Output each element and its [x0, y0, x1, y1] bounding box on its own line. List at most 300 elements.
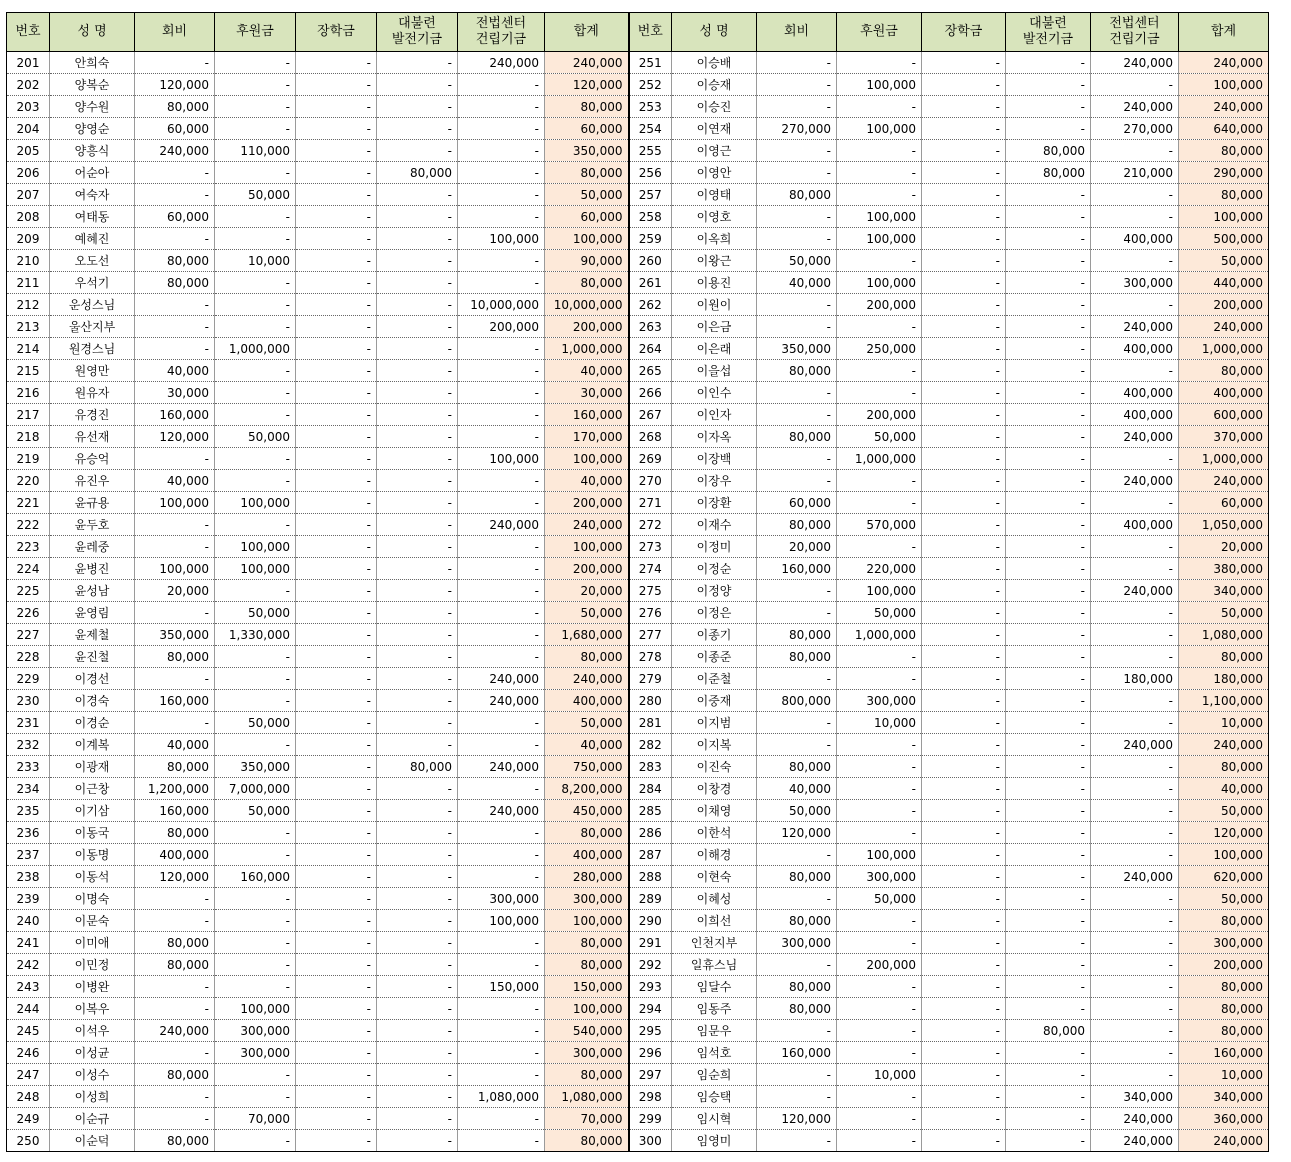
cell-name: 이연재	[672, 118, 757, 140]
cell-center-fund: 240,000	[1091, 316, 1179, 338]
cell-scholarship: -	[296, 800, 377, 822]
cell-name: 이승재	[672, 74, 757, 96]
header-development-fund: 대불련 발전기금	[1006, 13, 1091, 52]
cell-number: 233	[7, 756, 50, 778]
cell-number: 220	[7, 470, 50, 492]
cell-development-fund: -	[377, 822, 458, 844]
cell-total: 30,000	[545, 382, 629, 404]
cell-number: 283	[629, 756, 672, 778]
cell-center-fund: -	[458, 932, 545, 954]
cell-membership-fee: 80,000	[757, 624, 837, 646]
cell-number: 224	[7, 558, 50, 580]
cell-development-fund: -	[1006, 712, 1091, 734]
cell-number: 285	[629, 800, 672, 822]
cell-membership-fee: -	[135, 514, 215, 536]
cell-donation: -	[215, 272, 296, 294]
cell-name: 이성균	[50, 1042, 135, 1064]
cell-number: 287	[629, 844, 672, 866]
table-row	[7, 250, 1269, 272]
cell-total: 80,000	[545, 932, 629, 954]
cell-scholarship: -	[296, 184, 377, 206]
cell-total: 1,100,000	[1179, 690, 1269, 712]
cell-name: 여숙자	[50, 184, 135, 206]
cell-center-fund: -	[1091, 1064, 1179, 1086]
cell-total: 300,000	[1179, 932, 1269, 954]
cell-number: 238	[7, 866, 50, 888]
cell-development-fund: -	[1006, 316, 1091, 338]
cell-scholarship: -	[922, 360, 1006, 382]
cell-development-fund: -	[377, 426, 458, 448]
cell-number: 208	[7, 206, 50, 228]
cell-scholarship: -	[922, 118, 1006, 140]
cell-donation: -	[215, 52, 296, 74]
cell-number: 229	[7, 668, 50, 690]
cell-scholarship: -	[922, 1020, 1006, 1042]
cell-donation: 7,000,000	[215, 778, 296, 800]
cell-number: 299	[629, 1108, 672, 1130]
cell-development-fund: -	[377, 734, 458, 756]
table-row	[7, 734, 1269, 756]
cell-number: 257	[629, 184, 672, 206]
cell-name: 예혜진	[50, 228, 135, 250]
cell-name: 이복우	[50, 998, 135, 1020]
cell-scholarship: -	[922, 294, 1006, 316]
cell-number: 279	[629, 668, 672, 690]
cell-center-fund: -	[458, 712, 545, 734]
table-row	[7, 404, 1269, 426]
cell-donation: -	[837, 646, 922, 668]
table-row	[7, 96, 1269, 118]
cell-total: 100,000	[545, 910, 629, 932]
cell-development-fund: -	[377, 954, 458, 976]
cell-center-fund: -	[458, 1064, 545, 1086]
cell-total: 600,000	[1179, 404, 1269, 426]
cell-scholarship: -	[922, 382, 1006, 404]
cell-number: 234	[7, 778, 50, 800]
cell-center-fund: -	[1091, 844, 1179, 866]
cell-name: 이영태	[672, 184, 757, 206]
cell-total: 240,000	[1179, 1130, 1269, 1152]
cell-donation: -	[215, 228, 296, 250]
cell-total: 50,000	[1179, 602, 1269, 624]
cell-membership-fee: 80,000	[757, 910, 837, 932]
cell-development-fund: -	[377, 448, 458, 470]
cell-number: 217	[7, 404, 50, 426]
cell-total: 80,000	[1179, 1020, 1269, 1042]
table-row	[7, 624, 1269, 646]
cell-number: 278	[629, 646, 672, 668]
cell-center-fund: 210,000	[1091, 162, 1179, 184]
cell-name: 이동국	[50, 822, 135, 844]
cell-membership-fee: -	[757, 1020, 837, 1042]
cell-development-fund: -	[1006, 52, 1091, 74]
cell-membership-fee: 80,000	[757, 998, 837, 1020]
cell-membership-fee: -	[757, 206, 837, 228]
cell-total: 10,000	[1179, 1064, 1269, 1086]
cell-scholarship: -	[296, 470, 377, 492]
table-row	[7, 514, 1269, 536]
cell-center-fund: 240,000	[1091, 734, 1179, 756]
cell-number: 263	[629, 316, 672, 338]
cell-center-fund: -	[458, 822, 545, 844]
cell-name: 양영순	[50, 118, 135, 140]
cell-donation: -	[837, 1086, 922, 1108]
header-center-fund: 전법센터 건립기금	[458, 13, 545, 52]
cell-total: 200,000	[545, 492, 629, 514]
cell-total: 340,000	[1179, 1086, 1269, 1108]
cell-total: 300,000	[545, 888, 629, 910]
table-row	[7, 1086, 1269, 1108]
cell-number: 247	[7, 1064, 50, 1086]
cell-number: 219	[7, 448, 50, 470]
cell-center-fund: 270,000	[1091, 118, 1179, 140]
cell-membership-fee: -	[135, 316, 215, 338]
cell-membership-fee: 60,000	[135, 118, 215, 140]
cell-development-fund: -	[377, 624, 458, 646]
cell-donation: -	[215, 976, 296, 998]
cell-center-fund: 400,000	[1091, 338, 1179, 360]
cell-name: 임달수	[672, 976, 757, 998]
cell-scholarship: -	[296, 1108, 377, 1130]
cell-development-fund: -	[377, 580, 458, 602]
table-row	[7, 778, 1269, 800]
cell-name: 이옥희	[672, 228, 757, 250]
header-number: 번호	[629, 13, 672, 52]
cell-name: 이승진	[672, 96, 757, 118]
table-row	[7, 580, 1269, 602]
cell-development-fund: -	[1006, 778, 1091, 800]
cell-scholarship: -	[296, 1064, 377, 1086]
cell-total: 80,000	[545, 822, 629, 844]
cell-center-fund: -	[458, 74, 545, 96]
cell-membership-fee: -	[135, 162, 215, 184]
cell-name: 이은금	[672, 316, 757, 338]
cell-scholarship: -	[922, 272, 1006, 294]
cell-donation: -	[215, 1130, 296, 1152]
cell-center-fund: -	[1091, 602, 1179, 624]
cell-scholarship: -	[922, 448, 1006, 470]
cell-name: 이성희	[50, 1086, 135, 1108]
cell-scholarship: -	[296, 668, 377, 690]
cell-scholarship: -	[922, 580, 1006, 602]
cell-number: 239	[7, 888, 50, 910]
cell-total: 90,000	[545, 250, 629, 272]
cell-scholarship: -	[296, 756, 377, 778]
cell-number: 280	[629, 690, 672, 712]
table-row	[7, 888, 1269, 910]
cell-number: 215	[7, 360, 50, 382]
cell-membership-fee: 100,000	[135, 558, 215, 580]
cell-name: 이성수	[50, 1064, 135, 1086]
cell-number: 261	[629, 272, 672, 294]
cell-number: 232	[7, 734, 50, 756]
cell-number: 276	[629, 602, 672, 624]
cell-name: 이장백	[672, 448, 757, 470]
cell-membership-fee: -	[135, 52, 215, 74]
cell-total: 170,000	[545, 426, 629, 448]
cell-membership-fee: 350,000	[757, 338, 837, 360]
cell-donation: 1,000,000	[837, 448, 922, 470]
cell-donation: 100,000	[215, 558, 296, 580]
cell-donation: 220,000	[837, 558, 922, 580]
cell-center-fund: -	[1091, 1020, 1179, 1042]
cell-scholarship: -	[922, 1108, 1006, 1130]
cell-donation: -	[215, 690, 296, 712]
cell-name: 이재수	[672, 514, 757, 536]
cell-scholarship: -	[296, 712, 377, 734]
cell-name: 임동주	[672, 998, 757, 1020]
cell-number: 293	[629, 976, 672, 998]
cell-name: 이진숙	[672, 756, 757, 778]
cell-donation: -	[837, 932, 922, 954]
cell-number: 291	[629, 932, 672, 954]
cell-scholarship: -	[922, 316, 1006, 338]
cell-development-fund: -	[377, 1108, 458, 1130]
cell-development-fund: -	[377, 712, 458, 734]
cell-scholarship: -	[922, 162, 1006, 184]
cell-development-fund: -	[377, 536, 458, 558]
cell-development-fund: -	[1006, 888, 1091, 910]
cell-name: 윤제철	[50, 624, 135, 646]
cell-name: 임문우	[672, 1020, 757, 1042]
cell-membership-fee: -	[757, 712, 837, 734]
cell-center-fund: 240,000	[1091, 1130, 1179, 1152]
cell-name: 이종준	[672, 646, 757, 668]
table-row	[7, 756, 1269, 778]
cell-scholarship: -	[296, 844, 377, 866]
cell-membership-fee: -	[135, 448, 215, 470]
header-scholarship: 장학금	[922, 13, 1006, 52]
cell-donation: 100,000	[837, 118, 922, 140]
cell-name: 이영안	[672, 162, 757, 184]
cell-donation: -	[215, 162, 296, 184]
cell-development-fund: -	[1006, 1086, 1091, 1108]
cell-membership-fee: -	[757, 228, 837, 250]
cell-donation: 70,000	[215, 1108, 296, 1130]
table-row	[7, 558, 1269, 580]
cell-membership-fee: -	[135, 228, 215, 250]
cell-total: 400,000	[1179, 382, 1269, 404]
cell-donation: 100,000	[837, 228, 922, 250]
cell-name: 원영만	[50, 360, 135, 382]
cell-development-fund: -	[377, 184, 458, 206]
cell-donation: -	[837, 96, 922, 118]
cell-donation: -	[837, 1130, 922, 1152]
cell-scholarship: -	[922, 96, 1006, 118]
cell-development-fund: -	[377, 360, 458, 382]
cell-membership-fee: 160,000	[757, 558, 837, 580]
cell-number: 213	[7, 316, 50, 338]
cell-donation: -	[215, 448, 296, 470]
cell-total: 80,000	[545, 272, 629, 294]
cell-name: 이한석	[672, 822, 757, 844]
table-row	[7, 1064, 1269, 1086]
cell-scholarship: -	[296, 1130, 377, 1152]
table-row	[7, 140, 1269, 162]
cell-number: 244	[7, 998, 50, 1020]
cell-total: 450,000	[545, 800, 629, 822]
cell-name: 윤영림	[50, 602, 135, 624]
cell-scholarship: -	[922, 734, 1006, 756]
cell-number: 221	[7, 492, 50, 514]
cell-scholarship: -	[296, 426, 377, 448]
header-donation: 후원금	[215, 13, 296, 52]
cell-name: 이정순	[672, 558, 757, 580]
cell-development-fund: -	[377, 932, 458, 954]
cell-scholarship: -	[922, 426, 1006, 448]
cell-scholarship: -	[296, 690, 377, 712]
cell-center-fund: -	[458, 558, 545, 580]
table-row	[7, 712, 1269, 734]
cell-number: 254	[629, 118, 672, 140]
cell-center-fund: 10,000,000	[458, 294, 545, 316]
cell-scholarship: -	[296, 404, 377, 426]
cell-membership-fee: -	[757, 316, 837, 338]
table-row	[7, 492, 1269, 514]
cell-center-fund: -	[1091, 140, 1179, 162]
cell-donation: 350,000	[215, 756, 296, 778]
cell-development-fund: -	[377, 1042, 458, 1064]
cell-number: 246	[7, 1042, 50, 1064]
cell-total: 120,000	[545, 74, 629, 96]
cell-center-fund: -	[458, 1130, 545, 1152]
cell-total: 1,080,000	[545, 1086, 629, 1108]
cell-donation: 570,000	[837, 514, 922, 536]
table-row	[7, 800, 1269, 822]
cell-donation: 50,000	[215, 602, 296, 624]
cell-name: 이정미	[672, 536, 757, 558]
cell-donation: 300,000	[837, 690, 922, 712]
cell-development-fund: -	[377, 888, 458, 910]
cell-development-fund: -	[1006, 844, 1091, 866]
cell-membership-fee: -	[757, 404, 837, 426]
cell-center-fund: -	[1091, 294, 1179, 316]
cell-number: 295	[629, 1020, 672, 1042]
cell-center-fund: -	[1091, 624, 1179, 646]
cell-scholarship: -	[922, 74, 1006, 96]
cell-development-fund: -	[377, 118, 458, 140]
cell-scholarship: -	[922, 1042, 1006, 1064]
cell-center-fund: -	[458, 1020, 545, 1042]
cell-number: 237	[7, 844, 50, 866]
cell-number: 201	[7, 52, 50, 74]
header-scholarship: 장학금	[296, 13, 377, 52]
cell-donation: 100,000	[215, 536, 296, 558]
cell-donation: -	[837, 162, 922, 184]
cell-development-fund: -	[377, 778, 458, 800]
cell-development-fund: 80,000	[377, 756, 458, 778]
cell-development-fund: -	[1006, 492, 1091, 514]
cell-center-fund: -	[458, 844, 545, 866]
cell-membership-fee: 80,000	[135, 272, 215, 294]
cell-name: 이병완	[50, 976, 135, 998]
cell-name: 이지범	[672, 712, 757, 734]
cell-membership-fee: 80,000	[135, 756, 215, 778]
cell-center-fund: -	[458, 96, 545, 118]
cell-donation: 1,000,000	[837, 624, 922, 646]
cell-development-fund: -	[1006, 96, 1091, 118]
cell-number: 270	[629, 470, 672, 492]
cell-total: 240,000	[545, 52, 629, 74]
cell-number: 245	[7, 1020, 50, 1042]
cell-number: 228	[7, 646, 50, 668]
cell-number: 265	[629, 360, 672, 382]
cell-center-fund: -	[1091, 910, 1179, 932]
cell-total: 10,000,000	[545, 294, 629, 316]
table-row	[7, 294, 1269, 316]
cell-total: 400,000	[545, 690, 629, 712]
cell-name: 윤두호	[50, 514, 135, 536]
cell-number: 203	[7, 96, 50, 118]
cell-name: 이동석	[50, 866, 135, 888]
cell-number: 253	[629, 96, 672, 118]
cell-name: 임승택	[672, 1086, 757, 1108]
cell-name: 이경선	[50, 668, 135, 690]
cell-membership-fee: 20,000	[757, 536, 837, 558]
cell-number: 214	[7, 338, 50, 360]
cell-total: 500,000	[1179, 228, 1269, 250]
cell-center-fund: 240,000	[1091, 52, 1179, 74]
cell-scholarship: -	[922, 404, 1006, 426]
cell-center-fund: -	[458, 624, 545, 646]
cell-scholarship: -	[922, 52, 1006, 74]
cell-name: 유승억	[50, 448, 135, 470]
cell-scholarship: -	[296, 932, 377, 954]
cell-total: 50,000	[545, 602, 629, 624]
cell-membership-fee: 120,000	[135, 74, 215, 96]
cell-development-fund: -	[1006, 1042, 1091, 1064]
cell-membership-fee: -	[757, 888, 837, 910]
cell-scholarship: -	[922, 888, 1006, 910]
cell-center-fund: 200,000	[458, 316, 545, 338]
cell-number: 281	[629, 712, 672, 734]
cell-donation: -	[837, 184, 922, 206]
table-row	[7, 448, 1269, 470]
cell-donation: -	[837, 470, 922, 492]
cell-development-fund: -	[377, 998, 458, 1020]
cell-membership-fee: -	[135, 998, 215, 1020]
cell-total: 150,000	[545, 976, 629, 998]
cell-total: 50,000	[1179, 250, 1269, 272]
cell-donation: -	[837, 910, 922, 932]
cell-number: 286	[629, 822, 672, 844]
cell-number: 230	[7, 690, 50, 712]
cell-name: 윤성남	[50, 580, 135, 602]
cell-total: 620,000	[1179, 866, 1269, 888]
cell-donation: -	[215, 1086, 296, 1108]
cell-membership-fee: 80,000	[135, 822, 215, 844]
table-row	[7, 822, 1269, 844]
cell-total: 240,000	[1179, 734, 1269, 756]
cell-center-fund: -	[1091, 492, 1179, 514]
cell-name: 양복순	[50, 74, 135, 96]
cell-name: 이광재	[50, 756, 135, 778]
cell-total: 50,000	[545, 712, 629, 734]
cell-center-fund: 100,000	[458, 448, 545, 470]
cell-membership-fee: 80,000	[757, 756, 837, 778]
cell-scholarship: -	[296, 646, 377, 668]
cell-development-fund: -	[1006, 294, 1091, 316]
cell-total: 120,000	[1179, 822, 1269, 844]
cell-center-fund: -	[458, 580, 545, 602]
cell-name: 이승배	[672, 52, 757, 74]
cell-membership-fee: 60,000	[135, 206, 215, 228]
cell-number: 226	[7, 602, 50, 624]
cell-name: 이해경	[672, 844, 757, 866]
cell-center-fund: -	[458, 1108, 545, 1130]
cell-name: 이을섭	[672, 360, 757, 382]
cell-number: 236	[7, 822, 50, 844]
